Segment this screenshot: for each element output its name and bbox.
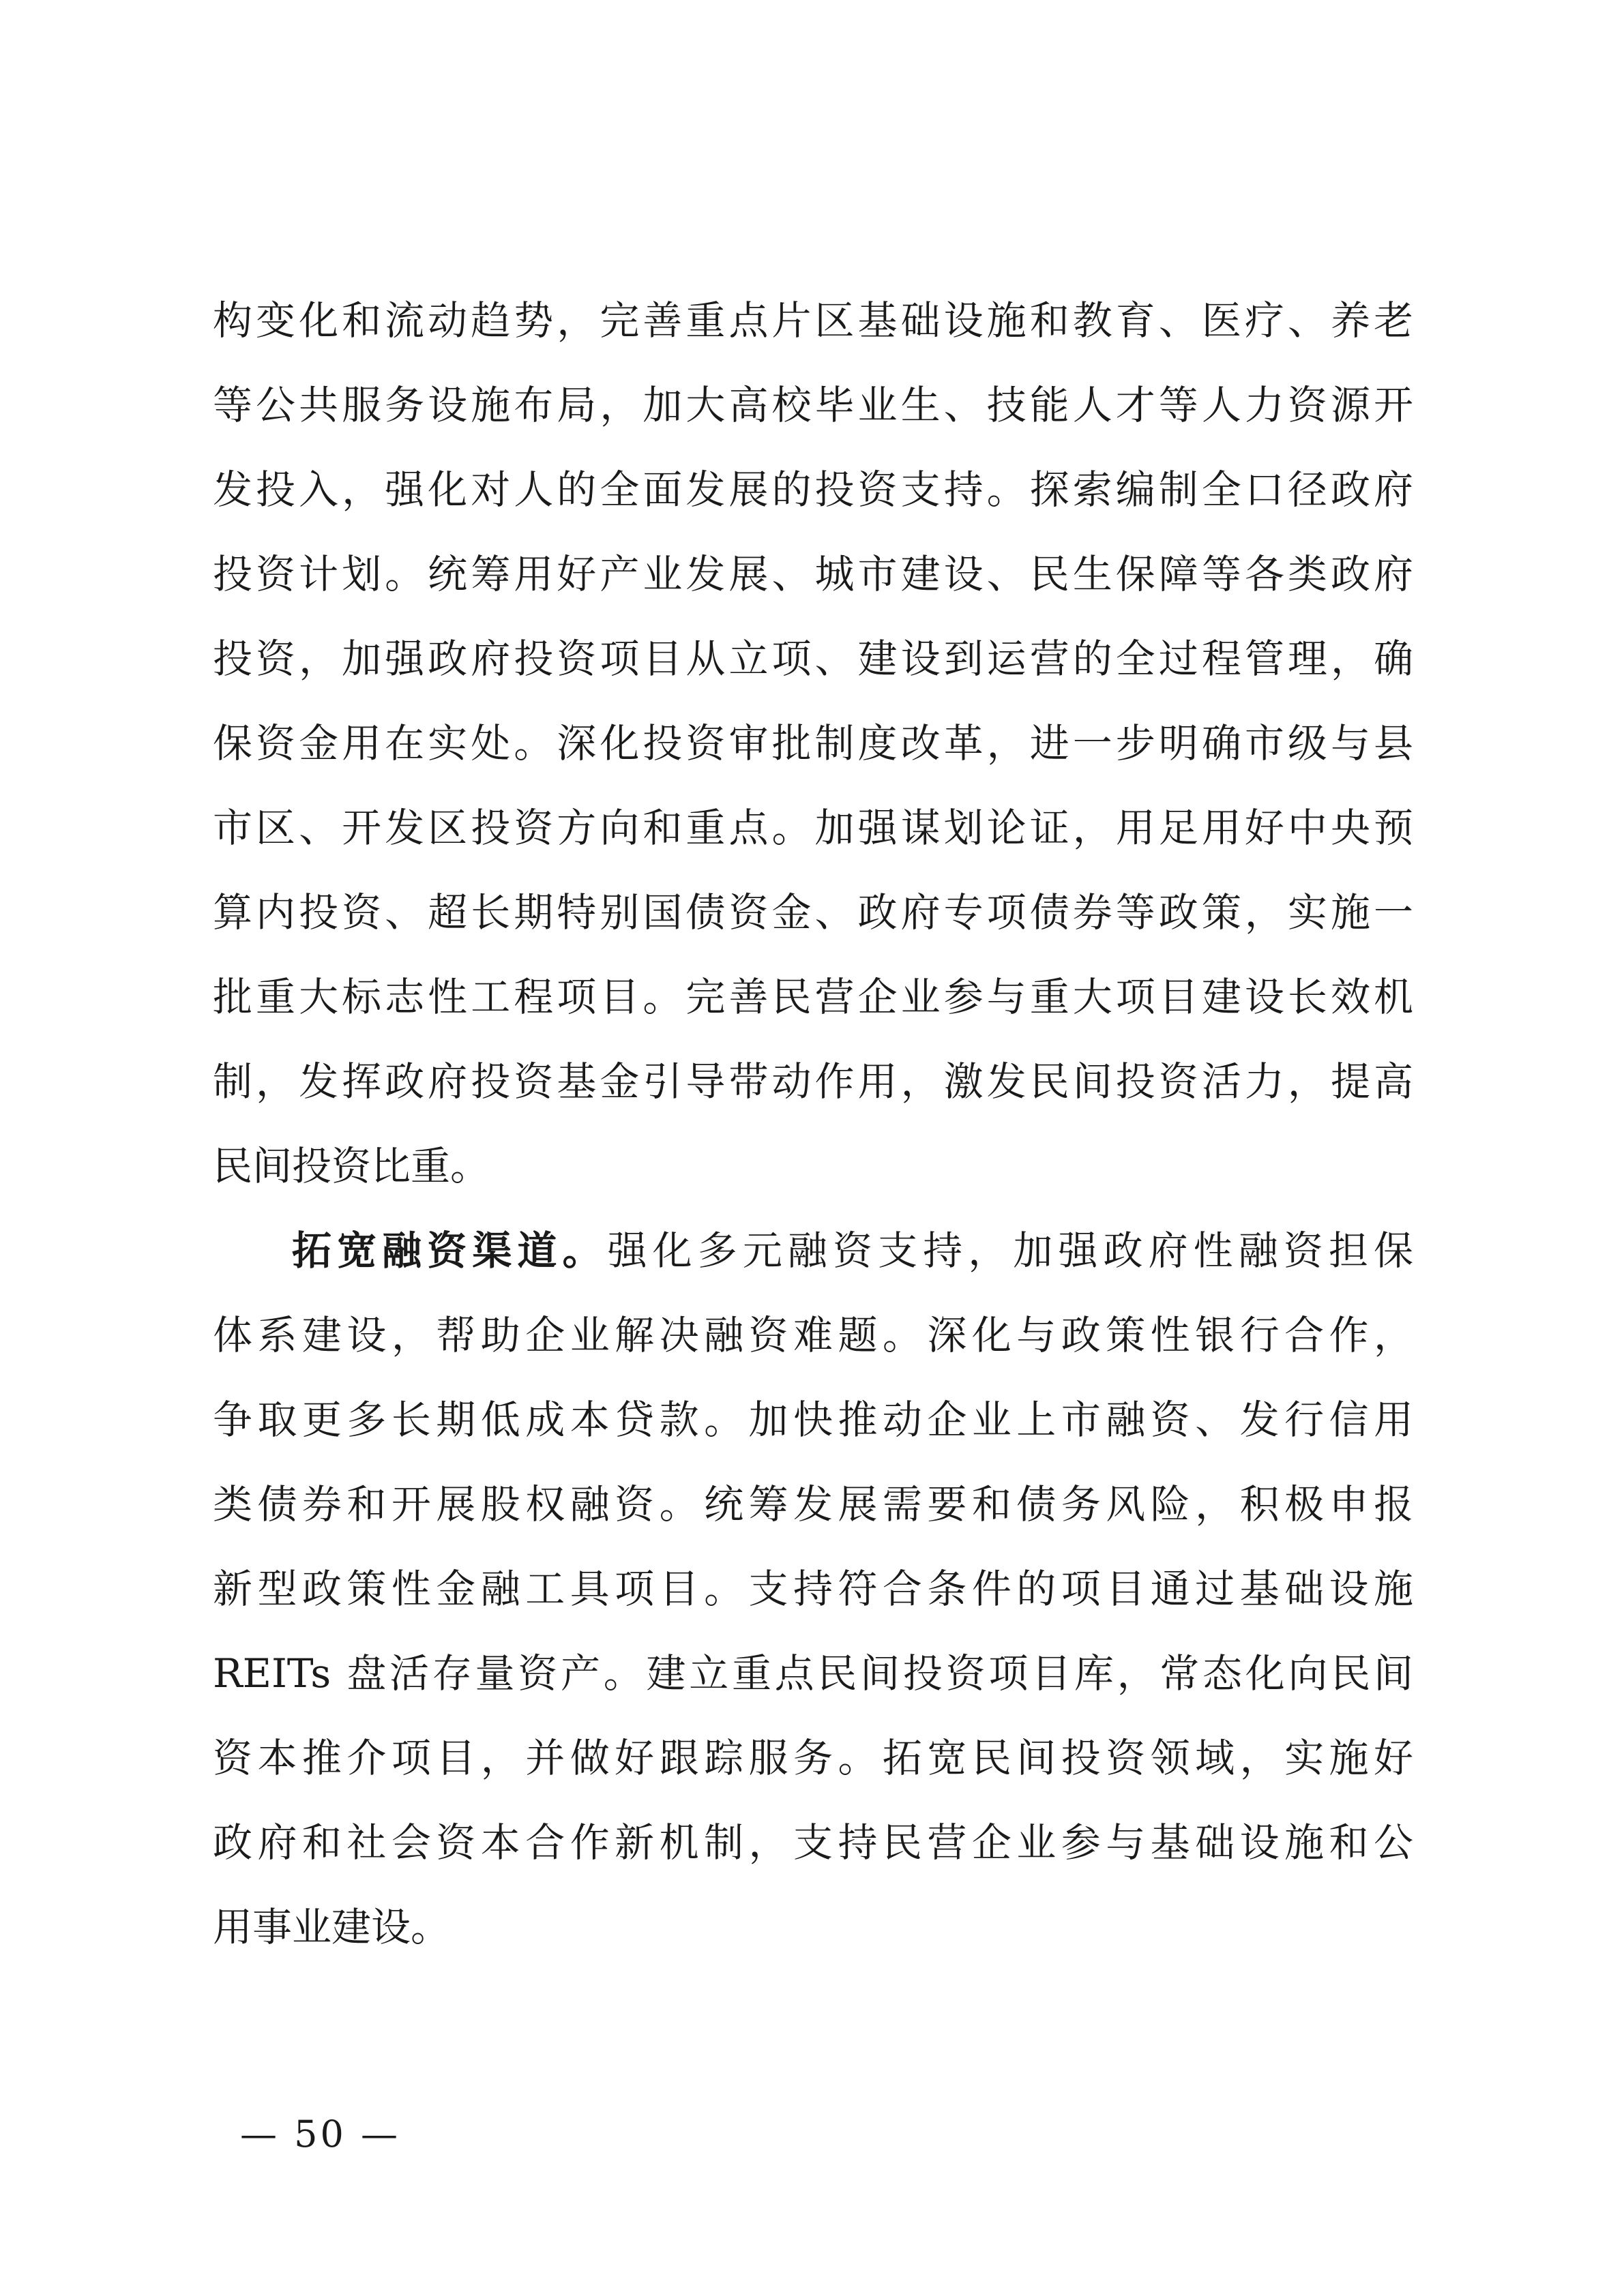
paragraph-line: 投资计划。统筹用好产业发展、城市建设、民生保障等各类政府 [213,551,1413,597]
paragraph-line: 民间投资比重。 [213,1143,490,1189]
paragraph-line: 投资，加强政府投资项目从立项、建设到运营的全过程管理，确 [213,636,1413,682]
page-number: — 50 — [240,2113,401,2156]
paragraph-line: 保资金用在实处。深化投资审批制度改革，进一步明确市级与县 [213,720,1413,766]
paragraph-line: 类债券和开展股权融资。统筹发展需要和债务风险，积极申报 [213,1481,1413,1527]
paragraph-line: 用事业建设。 [213,1904,451,1950]
body-text [213,278,1413,1969]
paragraph-first-line-text: 强化多元融资支持，加强政府性融资担保 [607,1227,1413,1274]
paragraph-line: 新型政策性金融工具项目。支持符合条件的项目通过基础设施 [213,1566,1413,1612]
paragraph-lead-heading: 拓宽融资渠道。 [292,1227,608,1274]
paragraph-2 [213,1208,1413,1969]
paragraph-line: 资本推介项目，并做好跟踪服务。拓宽民间投资领域，实施好 [213,1735,1413,1781]
paragraph-first-line [213,1208,1413,1293]
paragraph-line: 发投入，强化对人的全面发展的投资支持。探索编制全口径政府 [213,466,1413,513]
paragraph-line: 制，发挥政府投资基金引导带动作用，激发民间投资活力，提高 [213,1058,1413,1105]
paragraph-line: REITs 盘活存量资产。建立重点民间投资项目库，常态化向民间 [213,1650,1413,1697]
paragraph-line: 构变化和流动趋势，完善重点片区基础设施和教育、医疗、养老 [213,297,1413,344]
paragraph-line: 算内投资、超长期特别国债资金、政府专项债券等政策，实施一 [213,889,1413,936]
paragraph-line: 争取更多长期低成本贷款。加快推动企业上市融资、发行信用 [213,1397,1413,1443]
paragraph-line: 市区、开发区投资方向和重点。加强谋划论证，用足用好中央预 [213,805,1413,851]
paragraph-line: 体系建设，帮助企业解决融资难题。深化与政策性银行合作， [213,1312,1413,1358]
paragraph-line: 政府和社会资本合作新机制，支持民营企业参与基础设施和公 [213,1819,1413,1866]
paragraph-line: 批重大标志性工程项目。完善民营企业参与重大项目建设长效机 [213,974,1413,1020]
paragraph-1 [213,278,1413,1208]
paragraph-line: 等公共服务设施布局，加大高校毕业生、技能人才等人力资源开 [213,382,1413,428]
